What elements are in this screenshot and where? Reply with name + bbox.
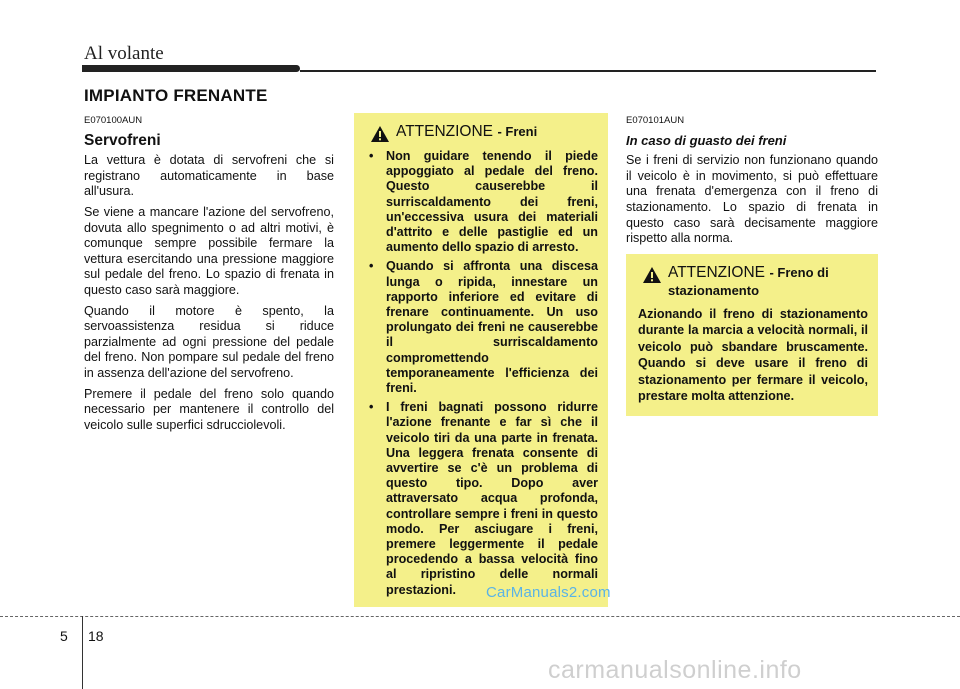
warning-label: ATTENZIONE [668, 264, 766, 281]
footer-divider [0, 616, 960, 617]
warning-triangle-icon [370, 125, 390, 143]
warning-topic: - Freno di stazionamento [668, 265, 829, 298]
paragraph: Premere il pedale del freno solo quando necessario per mantenere il controllo del veicolo sulle superfici sdrucciolevoli. [84, 386, 334, 432]
warning-header [366, 123, 598, 143]
paragraph: Se viene a mancare l'azione del servofreno, dovuta allo spegnimento o ad altri motivi, è comunque sempre possibile fermare la vettura esercitando una pressione maggiore sul pedale del freno. Lo spazio di frenata in questo caso sarà maggiore. [84, 204, 334, 297]
warning-triangle-icon [642, 266, 662, 284]
right-column [626, 113, 878, 252]
subsection-heading: In caso di guasto dei freni [626, 132, 787, 148]
warning-item: • Non guidare tenendo il piede appoggiato al pedale del freno. Questo causerebbe il surriscaldamento dei freni, un'eccessiva usura dei materiali d'attrito e delle pastiglie ed un aumento dello spazio di arresto. [366, 149, 598, 255]
footer-vertical-divider [82, 616, 83, 689]
subsection-heading: Servofreni [84, 131, 161, 149]
warning-list [366, 149, 598, 598]
paragraph: Se i freni di servizio non funzionano quando il veicolo è in movimento, si può effettuare una frenata d'emergenza con il freno di stazionamento. Lo spazio di frenata in questo caso sarà decisamente maggiore rispetto alla norma. [626, 153, 878, 246]
warning-topic: - Freni [497, 124, 538, 139]
item-code: E070101AUN [626, 115, 685, 126]
warning-item: • Quando si affronta una discesa lunga o ripida, innestare un rapporto inferiore ed evitare di frenare continuamente. Un uso prolungato dei freni ne causerebbe il surriscaldamento compromettendo temporaneamente l'efficienza dei freni. [366, 259, 598, 396]
paragraph: Quando il motore è spento, la servoassistenza residua si riduce parzialmente ad ogni pressione del pedale del freno. Non pompare sul pedale del freno in assenza dell'azione del servofreno. [84, 303, 334, 380]
page-number: 18 [88, 628, 104, 644]
header-rule-thin [300, 70, 876, 72]
paragraph: La vettura è dotata di servofreni che si registrano automaticamente in base all'usura. [84, 153, 334, 199]
section-number: 5 [60, 628, 68, 644]
warning-text: Azionando il freno di stazionamento durante la marcia a velocità normali, il veicolo può sbandare bruscamente. Quando si deve usare il freno di stazionamento per fermare il veicolo, prestare molta attenzione. [638, 307, 868, 404]
watermark-link[interactable]: CarManuals2.com [486, 584, 611, 601]
running-title: Al volante [84, 43, 164, 64]
item-code: E070100AUN [84, 115, 143, 126]
header-rule-thick [82, 65, 300, 72]
left-column [84, 113, 334, 438]
site-watermark: carmanualsonline.info [548, 656, 802, 684]
warning-box-parking-brake [626, 254, 878, 416]
warning-label: ATTENZIONE [396, 123, 494, 140]
warning-header [638, 264, 868, 300]
warning-item: • I freni bagnati possono ridurre l'azione frenante e far sì che il veicolo tiri da una parte in frenata. Una leggera frenata consente di avvertire se c'è un problema di questo tipo. Dopo aver attraversato acqua profonda, controllare sempre i freni in questo modo. Per asciugare i freni, premere leggermente il pedale procedendo a bassa velocità fino al ripristino delle normali prestazioni. [366, 400, 598, 598]
section-title: IMPIANTO FRENANTE [84, 86, 268, 105]
warning-box-brakes [354, 113, 608, 607]
